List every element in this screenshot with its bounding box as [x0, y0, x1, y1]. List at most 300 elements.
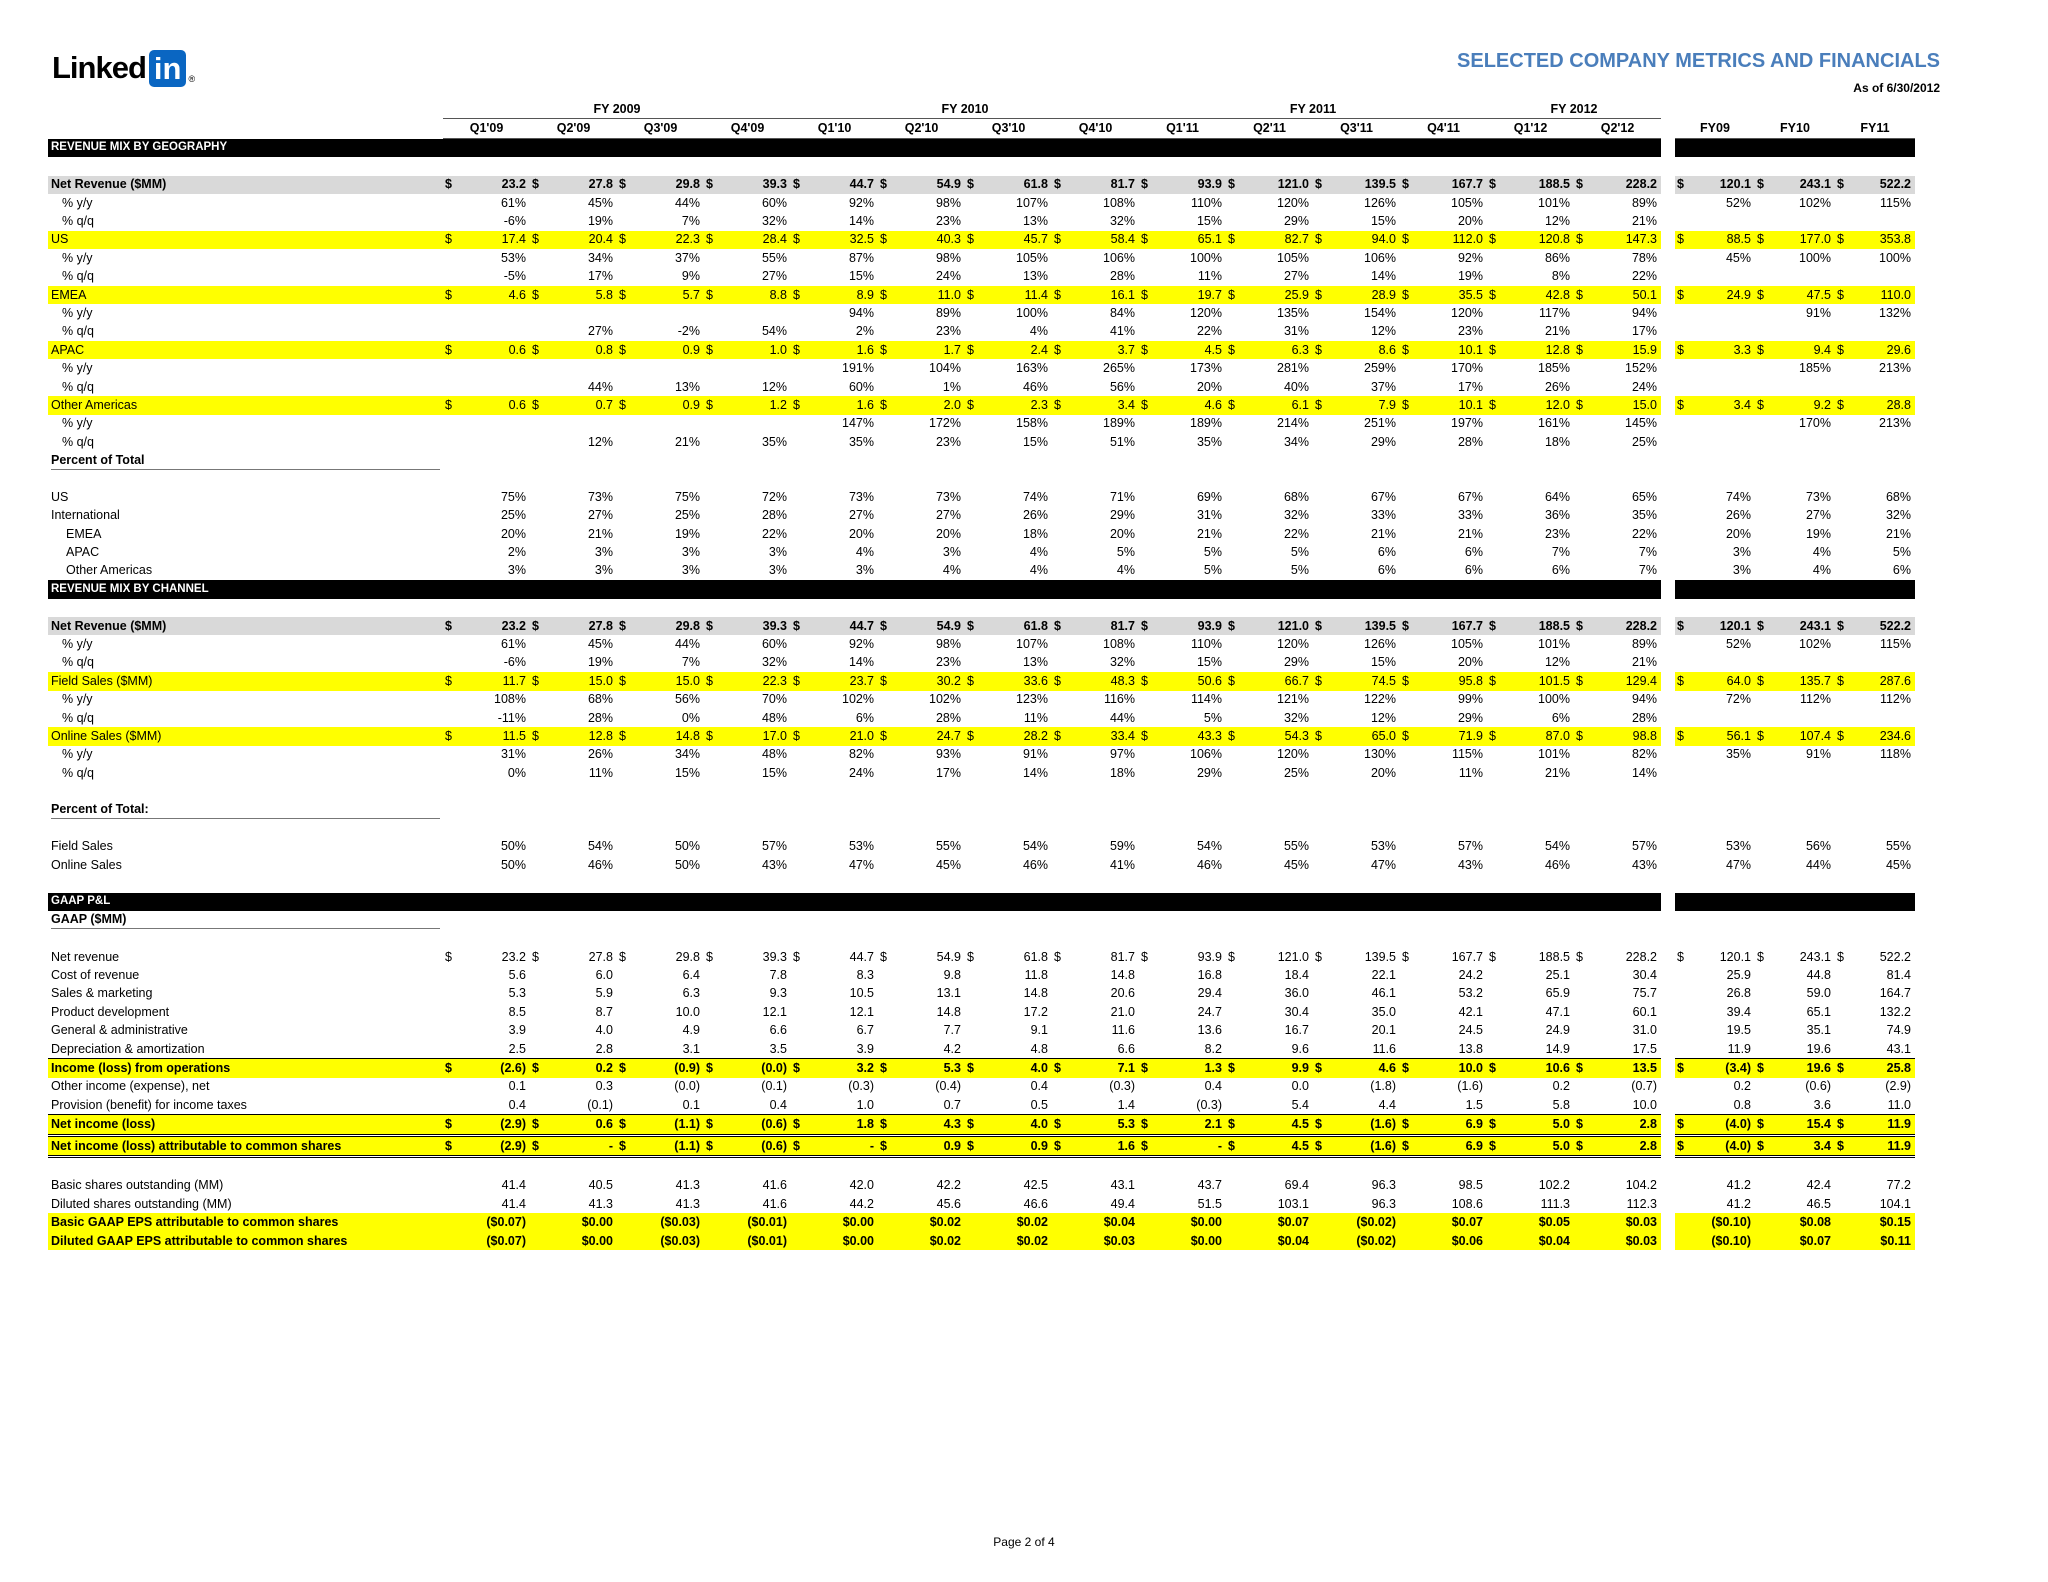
currency-sign	[1052, 764, 1066, 782]
currency-sign: $	[1835, 1059, 1849, 1078]
metric-value: 44%	[1109, 710, 1135, 725]
metric-value: 39.4	[1726, 1004, 1751, 1019]
metric-value: 0.5	[979, 1096, 1052, 1115]
currency-sign	[1835, 709, 1849, 727]
currency-sign	[1226, 966, 1240, 984]
metric-value: 12%	[1370, 710, 1396, 725]
metric-value: 10.1	[1414, 341, 1487, 359]
currency-sign: $	[1835, 727, 1849, 745]
metric-value	[1849, 212, 1915, 230]
metric-value: 1%	[942, 379, 961, 394]
metric-row	[48, 525, 1915, 543]
currency-sign	[617, 212, 631, 230]
currency-sign	[1487, 268, 1501, 286]
metric-label: % y/y	[62, 250, 93, 265]
currency-sign	[791, 507, 805, 525]
metric-row	[48, 488, 1915, 506]
currency-sign: $	[443, 286, 457, 304]
currency-sign	[1400, 709, 1414, 727]
currency-sign: $	[1052, 341, 1066, 359]
currency-sign	[1835, 1195, 1849, 1213]
subheading-label: Percent of Total:	[51, 801, 440, 819]
metric-value: 43.3	[1153, 727, 1226, 745]
metric-row	[48, 1135, 1915, 1156]
column-gap	[1661, 1213, 1675, 1231]
currency-sign	[1052, 433, 1066, 451]
metric-value: 21.0	[805, 727, 878, 745]
metric-label: % q/q	[62, 710, 94, 725]
section-bar-annual	[1675, 138, 1915, 157]
metric-value: 11.8	[1024, 968, 1048, 983]
currency-sign	[965, 691, 979, 709]
currency-sign: $	[1675, 1059, 1689, 1078]
period-column-header: FY10	[1755, 119, 1835, 138]
metric-value: 45.7	[979, 231, 1052, 249]
metric-value: 26%	[1022, 508, 1048, 523]
metric-row	[48, 176, 1915, 194]
currency-sign: $	[793, 949, 800, 964]
metric-value: 3.4	[1689, 396, 1755, 414]
currency-sign: $	[530, 727, 544, 745]
currency-sign	[1139, 1022, 1153, 1040]
metric-value: 5%	[1290, 545, 1309, 560]
currency-sign: $	[1313, 672, 1327, 690]
metric-value: (0.3)	[1109, 1079, 1135, 1094]
currency-sign: $	[1835, 672, 1849, 690]
metric-value: 46%	[1196, 857, 1222, 872]
metric-value: 9%	[681, 269, 700, 284]
currency-sign	[617, 1232, 631, 1250]
metric-value: 81.4	[1886, 968, 1911, 983]
currency-sign: $	[791, 341, 805, 359]
metric-label: % q/q	[62, 765, 94, 780]
currency-sign	[1574, 212, 1588, 230]
currency-sign: $	[1052, 1115, 1066, 1135]
currency-sign	[1139, 1195, 1153, 1213]
metric-value: 28.9	[1327, 286, 1400, 304]
spacer-row	[48, 157, 1915, 175]
metric-value: 17.4	[457, 231, 530, 249]
currency-sign	[1226, 1003, 1240, 1021]
metric-value: 15.0	[631, 672, 704, 690]
metric-value: $0.11	[1849, 1232, 1915, 1250]
currency-sign	[704, 635, 718, 653]
metric-value: 139.5	[1327, 176, 1400, 194]
metric-value: 0.6	[457, 341, 530, 359]
metric-value: 25.1	[1545, 968, 1570, 983]
metric-row	[48, 507, 1915, 525]
metric-value: 87.0	[1501, 727, 1574, 745]
section-header	[48, 138, 1915, 157]
currency-sign: $	[530, 1115, 544, 1135]
metric-value: 29.8	[675, 949, 700, 964]
metric-value: 41.6	[762, 1178, 787, 1193]
currency-sign	[1226, 1040, 1240, 1059]
metric-value: $0.15	[1849, 1213, 1915, 1231]
currency-sign: $	[1755, 231, 1769, 249]
currency-sign	[1226, 1096, 1240, 1115]
currency-sign	[1139, 249, 1153, 267]
currency-sign	[1052, 635, 1066, 653]
metric-value: 35%	[761, 434, 787, 449]
metric-value: 5.4	[1240, 1096, 1313, 1115]
metric-value: 1.6	[1066, 1135, 1139, 1156]
metric-value: 39.3	[718, 176, 791, 194]
metric-row	[48, 838, 1915, 856]
currency-sign: $	[1226, 1059, 1240, 1078]
currency-sign	[530, 433, 544, 451]
currency-sign	[1400, 359, 1414, 377]
currency-sign: $	[791, 231, 805, 249]
metric-value: 99%	[1457, 692, 1483, 707]
metric-value: 139.5	[1364, 949, 1396, 964]
metric-value: 29%	[1283, 655, 1309, 670]
currency-sign	[1052, 323, 1066, 341]
metric-label: % q/q	[62, 269, 94, 284]
currency-sign: $	[1574, 672, 1588, 690]
spacer-cell	[48, 157, 1769, 175]
currency-sign	[965, 543, 979, 561]
metric-value: 11.9	[1689, 1040, 1755, 1059]
currency-sign	[878, 543, 892, 561]
metric-value: 14%	[1370, 269, 1396, 284]
currency-sign	[1313, 764, 1327, 782]
currency-sign	[1574, 635, 1588, 653]
metric-value: 32%	[761, 214, 787, 229]
currency-sign	[1487, 194, 1501, 212]
metric-value: 5%	[1892, 545, 1911, 560]
metric-value: 6%	[1464, 545, 1483, 560]
currency-sign	[965, 985, 979, 1003]
metric-value: 28%	[1457, 434, 1483, 449]
metric-value: 29%	[1457, 710, 1483, 725]
metric-value: 189%	[1190, 416, 1222, 431]
metric-value	[1689, 709, 1755, 727]
metric-value: 121.0	[1277, 949, 1309, 964]
metric-value: 121%	[1277, 692, 1309, 707]
metric-value: 56%	[1805, 839, 1831, 854]
metric-value: 47%	[1370, 857, 1396, 872]
metric-value: 34%	[587, 250, 613, 265]
currency-sign	[1574, 525, 1588, 543]
metric-value: 23.2	[457, 617, 530, 635]
currency-sign: $	[1226, 672, 1240, 690]
currency-sign	[1400, 433, 1414, 451]
currency-sign	[530, 856, 544, 874]
currency-sign	[965, 525, 979, 543]
currency-sign: $	[1487, 1115, 1501, 1135]
currency-sign: $	[1755, 286, 1769, 304]
metric-value: 31%	[1283, 324, 1309, 339]
currency-sign: $	[965, 727, 979, 745]
currency-sign	[1487, 507, 1501, 525]
metric-value: 0.4	[1030, 1079, 1048, 1094]
metric-value: 97%	[1109, 747, 1135, 762]
currency-sign	[965, 359, 979, 377]
metric-value: ($0.03)	[631, 1213, 704, 1231]
metric-value: 28.8	[1849, 396, 1915, 414]
currency-sign	[1487, 562, 1501, 580]
metric-value	[457, 359, 530, 377]
currency-sign	[1574, 488, 1588, 506]
currency-sign: $	[1400, 396, 1414, 414]
currency-sign	[965, 746, 979, 764]
metric-value: 25.8	[1849, 1059, 1915, 1078]
currency-sign: $	[1052, 176, 1066, 194]
metric-row	[48, 341, 1915, 359]
metric-value: 50%	[500, 839, 526, 854]
metric-value: 51.5	[1197, 1196, 1222, 1211]
metric-value: 1.8	[805, 1115, 878, 1135]
currency-sign: $	[704, 286, 718, 304]
metric-label: General & administrative	[51, 1023, 188, 1038]
metric-value: 36%	[1544, 508, 1570, 523]
metric-value: 61.8	[1023, 949, 1048, 964]
metric-value: 88.5	[1689, 231, 1755, 249]
currency-sign	[704, 691, 718, 709]
metric-value: 126%	[1364, 195, 1396, 210]
metric-value: 67%	[1457, 489, 1483, 504]
metric-value: 45%	[1283, 857, 1309, 872]
metric-value: 139.5	[1327, 617, 1400, 635]
currency-sign	[878, 746, 892, 764]
metric-value: 26%	[1544, 379, 1570, 394]
metric-value: 59%	[1109, 839, 1135, 854]
metric-value: 81.7	[1066, 617, 1139, 635]
currency-sign	[704, 359, 718, 377]
metric-value: 100%	[1016, 305, 1048, 320]
currency-sign	[1487, 249, 1501, 267]
metric-value: 5.3	[508, 986, 526, 1001]
currency-sign	[443, 249, 457, 267]
currency-sign: $	[878, 617, 892, 635]
metric-value: -	[805, 1135, 878, 1156]
metric-label: % q/q	[62, 214, 94, 229]
metric-value: (0.9)	[631, 1059, 704, 1078]
subheading-label: GAAP ($MM)	[51, 911, 440, 929]
subheading-label: Percent of Total	[51, 452, 440, 470]
currency-sign	[878, 985, 892, 1003]
currency-sign	[1755, 323, 1769, 341]
metric-value: 33.6	[979, 672, 1052, 690]
currency-sign: $	[530, 617, 544, 635]
currency-sign	[965, 1213, 979, 1231]
metric-value: 0.2	[544, 1059, 617, 1078]
currency-sign: $	[1755, 1059, 1769, 1078]
metric-value: $0.00	[1153, 1232, 1226, 1250]
metric-value: 21%	[1457, 526, 1483, 541]
currency-sign	[1052, 709, 1066, 727]
currency-sign	[704, 378, 718, 396]
metric-value: 0.9	[631, 341, 704, 359]
metric-value	[1689, 268, 1755, 286]
metric-value: 126%	[1364, 637, 1396, 652]
column-gap	[1661, 764, 1675, 782]
metric-value: 4.0	[595, 1023, 613, 1038]
metric-value: 16.7	[1284, 1023, 1309, 1038]
currency-sign	[1574, 1213, 1588, 1231]
metric-value: 14.8	[1110, 968, 1135, 983]
metric-value: 44.2	[849, 1196, 874, 1211]
metric-value: 41.2	[1726, 1178, 1751, 1193]
metric-value: 0.4	[457, 1096, 530, 1115]
metric-value: 6.9	[1414, 1135, 1487, 1156]
metric-value: 71%	[1109, 489, 1135, 504]
metric-value: 82%	[1631, 747, 1657, 762]
metric-value: 41.3	[675, 1196, 700, 1211]
metric-value: 44.8	[1806, 968, 1831, 983]
metric-value: 14.8	[1023, 986, 1048, 1001]
currency-sign: $	[1313, 1135, 1327, 1156]
period-column-header: Q3'10	[965, 119, 1052, 138]
currency-sign: $	[1835, 617, 1849, 635]
metric-value: 61.8	[979, 617, 1052, 635]
currency-sign	[617, 194, 631, 212]
metric-value: 121.0	[1240, 617, 1313, 635]
currency-sign	[878, 415, 892, 433]
currency-sign: $	[1574, 286, 1588, 304]
metric-value: 2.4	[979, 341, 1052, 359]
metric-value: 3.5	[718, 1040, 791, 1059]
currency-sign	[1400, 1213, 1414, 1231]
currency-sign: $	[1313, 341, 1327, 359]
currency-sign	[878, 194, 892, 212]
metric-value	[1849, 709, 1915, 727]
metric-value: 259%	[1364, 361, 1396, 376]
section-header	[48, 893, 1915, 911]
currency-sign	[1052, 525, 1066, 543]
currency-sign: $	[1402, 949, 1409, 964]
currency-sign: $	[1675, 727, 1689, 745]
metric-value: 94%	[1631, 692, 1657, 707]
metric-value: 33%	[1370, 508, 1396, 523]
metric-value: 68%	[587, 692, 613, 707]
metric-value: 4%	[1029, 563, 1048, 578]
metric-value: 47%	[1725, 857, 1751, 872]
currency-sign: $	[530, 231, 544, 249]
metric-value: 98%	[935, 250, 961, 265]
column-gap	[1661, 433, 1675, 451]
metric-value: 46.1	[1371, 986, 1396, 1001]
metric-value: 4.0	[979, 1059, 1052, 1078]
metric-value: 161%	[1538, 416, 1570, 431]
currency-sign	[443, 525, 457, 543]
metric-value	[1769, 433, 1835, 451]
currency-sign	[791, 691, 805, 709]
currency-sign	[791, 268, 805, 286]
currency-sign: $	[965, 176, 979, 194]
metric-value: 110.0	[1849, 286, 1915, 304]
metric-label: EMEA	[66, 526, 102, 541]
currency-sign	[1675, 838, 1689, 856]
section-header	[48, 580, 1915, 598]
currency-sign: $	[704, 672, 718, 690]
metric-value: 3%	[768, 563, 787, 578]
metric-label: % q/q	[62, 655, 94, 670]
currency-sign: $	[1835, 286, 1849, 304]
currency-sign	[1052, 1022, 1066, 1040]
currency-sign	[1313, 194, 1327, 212]
currency-sign	[1755, 1096, 1769, 1115]
currency-sign: $	[1400, 231, 1414, 249]
currency-sign	[791, 378, 805, 396]
currency-sign: $	[1675, 231, 1689, 249]
metric-value: 102%	[1799, 195, 1831, 210]
currency-sign	[1755, 764, 1769, 782]
currency-sign	[1835, 507, 1849, 525]
metric-value: 121.0	[1240, 176, 1313, 194]
metric-value: 15.0	[544, 672, 617, 690]
currency-sign	[878, 1177, 892, 1195]
currency-sign	[530, 838, 544, 856]
currency-sign: $	[443, 727, 457, 745]
metric-label: Other Americas	[66, 563, 153, 578]
fiscal-year-label: FY 2010	[791, 100, 1139, 119]
currency-sign	[1487, 323, 1501, 341]
metric-value: (4.0)	[1689, 1115, 1755, 1135]
metric-value: 5%	[1203, 563, 1222, 578]
spacer-row	[48, 819, 1915, 837]
currency-sign	[704, 212, 718, 230]
metric-value: 54%	[1544, 839, 1570, 854]
metric-value: 25%	[1283, 765, 1309, 780]
currency-sign	[1675, 691, 1689, 709]
metric-value: 12.1	[849, 1004, 874, 1019]
metric-value: -2%	[677, 324, 700, 339]
metric-value: 24.2	[1458, 968, 1483, 983]
currency-sign	[1400, 1195, 1414, 1213]
currency-sign	[1835, 635, 1849, 653]
metric-value: 6.7	[856, 1023, 874, 1038]
currency-sign: $	[1226, 176, 1240, 194]
currency-sign: $	[1574, 1059, 1588, 1078]
metric-value: 64%	[1544, 489, 1570, 504]
metric-value: 17%	[587, 269, 613, 284]
currency-sign	[530, 212, 544, 230]
metric-value: 29.6	[1849, 341, 1915, 359]
metric-value: 92%	[848, 195, 874, 210]
metric-value: 13%	[1022, 214, 1048, 229]
currency-sign: $	[1139, 1135, 1153, 1156]
metric-value: 48.3	[1066, 672, 1139, 690]
currency-sign	[617, 691, 631, 709]
currency-sign	[1313, 654, 1327, 672]
metric-value: 135.7	[1769, 672, 1835, 690]
metric-value: (2.6)	[457, 1059, 530, 1078]
spacer-cell	[48, 1157, 1769, 1177]
period-column-header: Q2'11	[1226, 119, 1313, 138]
metric-value: 102%	[929, 692, 961, 707]
metric-value: 26.8	[1726, 986, 1751, 1001]
currency-sign	[791, 1096, 805, 1115]
currency-sign	[1835, 746, 1849, 764]
currency-sign: $	[1226, 396, 1240, 414]
currency-sign	[617, 746, 631, 764]
column-gap	[1661, 562, 1675, 580]
currency-sign	[878, 1096, 892, 1115]
currency-sign	[1313, 378, 1327, 396]
currency-sign: $	[1675, 341, 1689, 359]
currency-sign: $	[1677, 949, 1684, 964]
currency-sign	[1400, 525, 1414, 543]
currency-sign	[704, 194, 718, 212]
currency-sign	[1487, 709, 1501, 727]
metric-value: 24.7	[892, 727, 965, 745]
currency-sign	[791, 1195, 805, 1213]
currency-sign: $	[617, 727, 631, 745]
currency-sign	[965, 709, 979, 727]
metric-value: 163%	[1016, 361, 1048, 376]
